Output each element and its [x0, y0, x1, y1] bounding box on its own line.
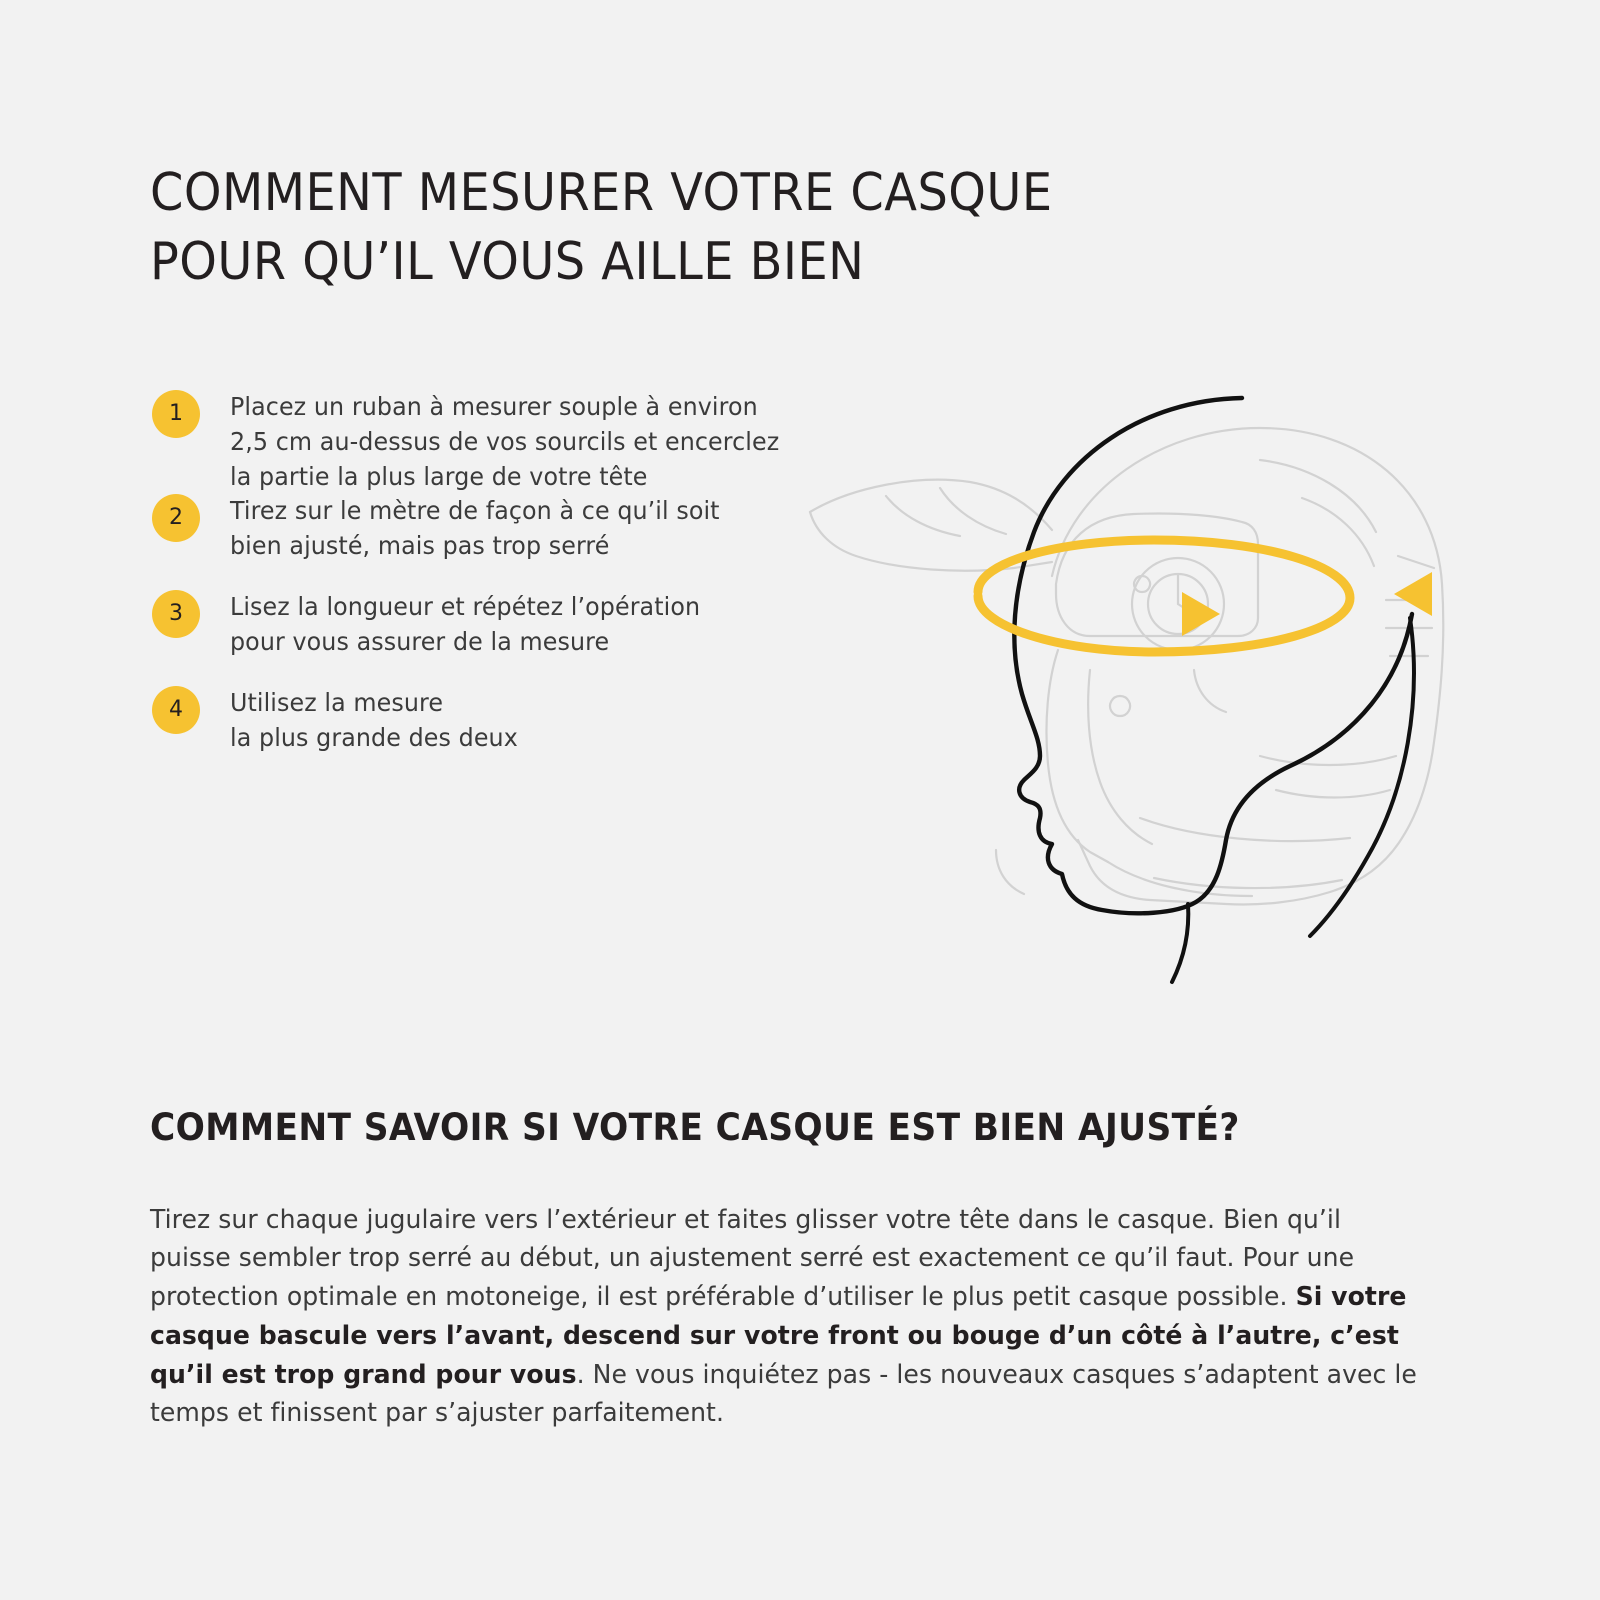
list-item	[152, 390, 872, 494]
step-text-line: Utilisez la mesure	[230, 688, 444, 718]
list-item	[152, 686, 872, 782]
body-part-1: Tirez sur chaque jugulaire vers l’extérieur et faites glisser votre tête dans le casque. Bien qu’il puisse sembler trop serré au début, un ajustement serré est exactement ce qu’il faut. Pour une protection optimale en motoneige, il est préférable d’utiliser le plus petit casque possible.	[150, 1204, 1355, 1312]
measuring-steps-list	[152, 390, 872, 782]
helmet-head-measuring-diagram	[790, 370, 1490, 1010]
step-text-line: 2,5 cm au-dessus de vos sourcils et encerclez	[230, 426, 780, 456]
page-title-line-1: COMMENT MESURER VOTRE CASQUE	[150, 162, 1053, 223]
step-text-line: Lisez la longueur et répétez l’opération	[230, 592, 701, 622]
list-item	[152, 590, 872, 686]
arrow-left-icon	[1394, 572, 1432, 616]
page-title	[150, 159, 1254, 297]
chin-strap-line	[1172, 618, 1414, 982]
helmet-outline-icon	[810, 428, 1443, 905]
step-number-badge: 3	[152, 590, 200, 638]
page-title-line-2: POUR QU’IL VOUS AILLE BIEN	[150, 231, 865, 292]
step-text-line: la partie la plus large de votre tête	[230, 461, 648, 491]
step-text	[230, 390, 853, 494]
step-text-line: bien ajusté, mais pas trop serré	[230, 531, 610, 561]
step-number-badge: 4	[152, 686, 200, 734]
step-text	[230, 590, 853, 660]
body-paragraph	[150, 1201, 1421, 1434]
step-text-line: pour vous assurer de la mesure	[230, 627, 610, 657]
body-bold-emphasis: Si votre casque bascule vers l’avant, descend sur votre front ou bouge d’un côté à l’autre, c’est qu’il est trop grand pour vous	[150, 1282, 1407, 1390]
section-subtitle: COMMENT SAVOIR SI VOTRE CASQUE EST BIEN AJUSTÉ?	[150, 1105, 1240, 1149]
step-number-badge: 2	[152, 494, 200, 542]
step-text-line: Tirez sur le mètre de façon à ce qu’il soit	[230, 496, 720, 526]
arrow-right-icon	[1182, 592, 1220, 636]
step-text	[230, 686, 853, 756]
step-text-line: la plus grande des deux	[230, 723, 518, 753]
step-text-line: Placez un ruban à mesurer souple à environ	[230, 392, 758, 421]
body-part-2: . Ne vous inquiétez pas - les nouveaux casques s’adaptent avec le temps et finissent par s’ajuster parfaitement.	[150, 1359, 1417, 1429]
step-text	[230, 494, 853, 564]
list-item	[152, 494, 872, 590]
step-number-badge: 1	[152, 390, 200, 438]
